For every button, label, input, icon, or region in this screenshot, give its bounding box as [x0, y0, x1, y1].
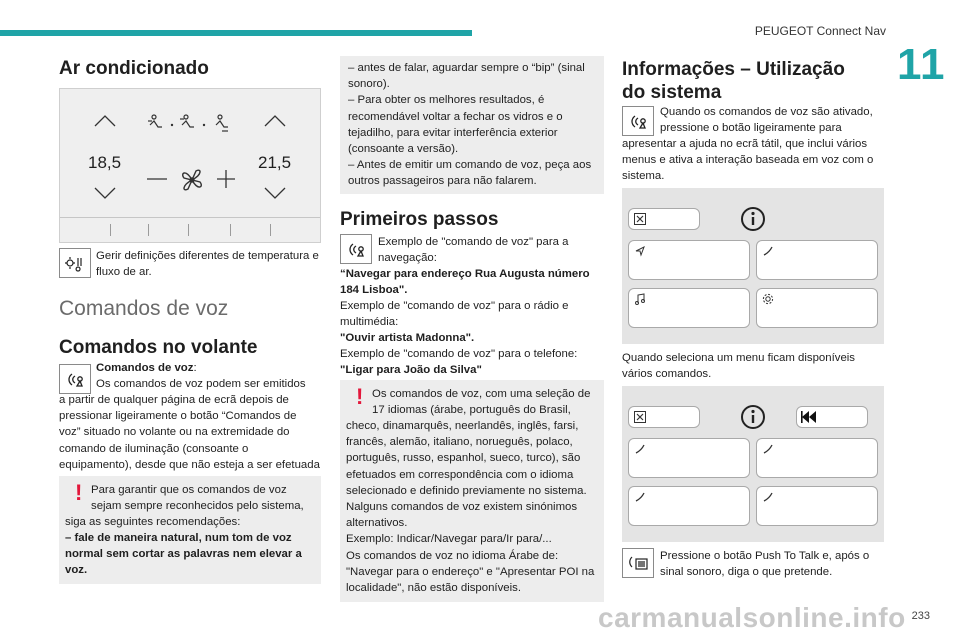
command-tile — [756, 486, 878, 526]
phone-icon — [634, 443, 646, 455]
temp-right-value: 21,5 — [258, 153, 292, 172]
example-1-line-b: navegação: — [378, 252, 437, 264]
recommendation-note — [59, 476, 321, 584]
phone-icon — [762, 443, 774, 455]
wheel-intro — [96, 360, 322, 392]
chevron-up-icon — [264, 115, 286, 127]
gear-icon — [762, 293, 774, 305]
wheel-body: a partir de qualquer página de ecrã depois de pressionar ligeiramente o botão “Comandos de voz” situado no volante ou na extremidade do comando de iluminação (consoante o equipamento), desde que não esteja a ser efetuada — [59, 394, 320, 471]
ac-description: Gerir definições diferentes de temperatura e fluxo de ar. — [96, 250, 319, 279]
close-button-box — [628, 406, 700, 428]
phone-icon — [634, 491, 646, 503]
chevron-up-icon — [94, 115, 116, 127]
header-title: PEUGEOT Connect Nav — [754, 24, 886, 38]
page-number: 233 — [911, 610, 930, 622]
back-button-box — [796, 406, 868, 428]
divider — [188, 224, 189, 236]
fan-icon — [176, 165, 208, 195]
wheel-line-2: Os comandos de voz podem ser emitidos — [96, 378, 306, 391]
voice-command-icon — [59, 364, 91, 394]
example-2-text: Exemplo de "comando de voz" para o rádio e multimédia: — [340, 300, 569, 329]
plus-icon — [216, 169, 236, 189]
example-3-command: "Ligar para João da Silva" — [340, 364, 482, 376]
note-bold: – fale de maneira natural, num tom de voz normal sem cortar as palavras nem elevar a voz. — [65, 532, 302, 577]
example-3-text: Exemplo de "comando de voz" para o telefone: — [340, 348, 578, 360]
close-icon — [634, 213, 646, 225]
command-tile — [628, 438, 750, 478]
temp-left-value: 18,5 — [88, 153, 122, 172]
example-2-command: "Ouvir artista Madonna". — [340, 332, 475, 344]
menu-phone-tile — [756, 240, 878, 280]
voice-command-icon — [622, 106, 654, 136]
phone-icon — [762, 491, 774, 503]
phone-icon — [762, 245, 774, 257]
wheel-lead-colon: : — [193, 362, 197, 374]
ac-panel-image — [59, 88, 321, 243]
ptt-line-a: Pressione o botão Push To Talk e, após o — [660, 550, 870, 562]
note-line-2: sejam sempre reconhecidos pelo sistema, — [91, 500, 304, 512]
divider — [270, 224, 271, 236]
section-title-info: Informações – Utilização do sistema — [622, 59, 845, 103]
ptt-line-b: sinal sonoro, diga o que pretende. — [660, 566, 833, 578]
wheel-lead-bold: Comandos de voz — [96, 362, 194, 374]
tips-text: – antes de falar, aguardar sempre o “bip” (sinal sonoro). – Para obter os melhores resultados, é recomendável voltar a fechar os vidros e o tejadilho, para evitar interferência exterior (consoante a versão). – Antes de emitir um comando de voz, peça aos outros passageiros para não falarem. — [348, 62, 592, 188]
languages-line-1: Os comandos de voz, com uma seleção de — [372, 388, 591, 400]
music-note-icon — [634, 293, 646, 305]
note-line-1: Para garantir que os comandos de voz — [91, 484, 287, 496]
command-tile — [756, 438, 878, 478]
close-button-box — [628, 208, 700, 230]
info-line-a: Quando os comandos de voz são ativado, — [660, 106, 873, 118]
section-title-voice: Comandos de voz — [59, 297, 229, 320]
navigation-icon — [634, 245, 646, 257]
watermark: carmanualsonline.info — [598, 602, 906, 633]
example-1-command: “Navegar para endereço Rua Augusta número 184 Lisboa". — [340, 268, 590, 297]
divider — [110, 224, 111, 236]
languages-line-2: 17 idiomas (árabe, português do Brasil, — [372, 404, 571, 416]
info-line-b: pressione o botão ligeiramente para — [660, 122, 842, 134]
section-title-ac: Ar condicionado — [59, 58, 209, 79]
warning-icon: ! — [75, 480, 83, 505]
divider — [230, 224, 231, 236]
chevron-down-icon — [264, 187, 286, 199]
menu-navigation-tile — [628, 240, 750, 280]
menu-settings-tile — [756, 288, 878, 328]
languages-body: checo, dinamarquês, neerlandês, inglês, farsi, francês, alemão, italiano, norueguês, polaco, português, russo, espanhol, sueco, turco), são efetuados em correspondência com o idioma selecionado e definido previamente no sistema. Nalguns comandos de voz existem sinónimos alternativos. Exemplo: Indicar/Navegar para/Ir para/... Os comandos de voz no idioma Árabe de: "Navegar para o endereço" e "Apresentar POI na localidade", não estão disponíveis. — [346, 420, 595, 595]
chevron-down-icon — [94, 187, 116, 199]
tips-note — [340, 56, 604, 194]
voice-command-icon — [340, 234, 372, 264]
minus-icon — [146, 177, 168, 181]
header-accent-bar — [0, 30, 472, 36]
close-icon — [634, 411, 646, 423]
info-icon — [740, 206, 766, 232]
divider — [148, 224, 149, 236]
commands-screen-image — [622, 386, 884, 542]
rewind-back-icon — [801, 410, 817, 424]
help-screen-image — [622, 188, 884, 344]
example-1-line-a: Exemplo de "comando de voz" para a — [378, 236, 569, 248]
menu-media-tile — [628, 288, 750, 328]
ac-settings-icon — [59, 248, 91, 278]
command-tile — [628, 486, 750, 526]
menu-commands-text: Quando seleciona um menu ficam disponíveis vários comandos. — [622, 352, 856, 381]
warning-icon: ! — [356, 384, 364, 409]
ac-panel-bottom-bar — [60, 217, 320, 242]
languages-note — [340, 380, 604, 602]
info-icon — [740, 404, 766, 430]
section-title-first-steps: Primeiros passos — [340, 209, 499, 230]
info-body: apresentar a ajuda no ecrã tátil, que inclui vários menus e ativa a interação baseada em voz com o sistema. — [622, 138, 874, 183]
push-to-talk-icon — [622, 548, 654, 578]
subsection-title-wheel: Comandos no volante — [59, 337, 258, 358]
chapter-number: 11 — [897, 40, 946, 89]
airflow-mode-icons — [146, 113, 238, 135]
note-line-3: siga as seguintes recomendações: — [65, 516, 241, 528]
